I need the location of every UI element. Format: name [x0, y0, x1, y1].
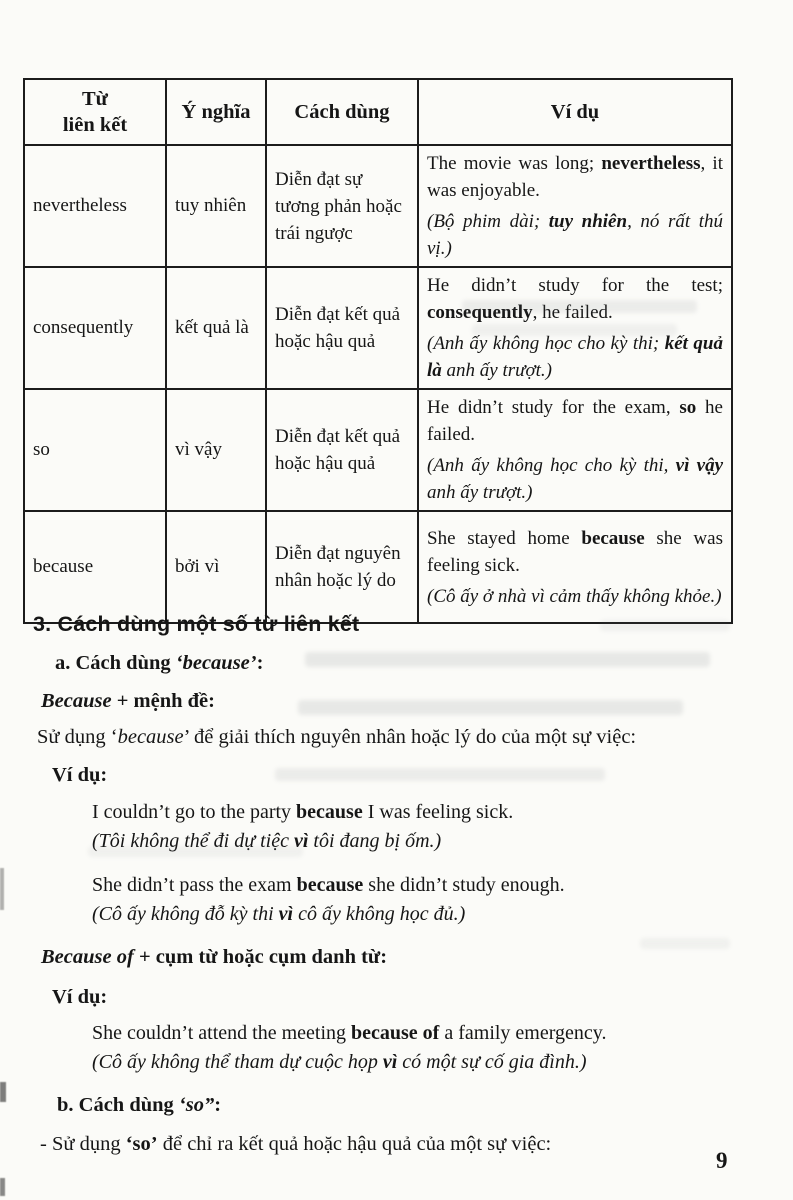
cell-word: because [24, 511, 166, 623]
cell-example [418, 145, 732, 267]
example-sentence-en: She didn’t pass the exam because she didn’t study enough. [92, 874, 565, 896]
cell-usage: Diễn đạt kết quả hoặc hậu quả [266, 267, 418, 389]
table-row [24, 389, 732, 511]
table-header-row [24, 79, 732, 145]
header-usage: Cách dùng [266, 79, 418, 145]
example-english: He didn’t study for the exam, so he failed. [427, 397, 723, 445]
scan-artifact [305, 652, 710, 667]
example-english: The movie was long; nevertheless, it was enjoyable. [427, 153, 723, 201]
formula-because-of: Because of + cụm từ hoặc cụm danh từ: [41, 946, 388, 968]
scan-artifact [0, 1178, 5, 1196]
cell-example [418, 389, 732, 511]
subheading-so: b. Cách dùng ‘so”: [57, 1094, 222, 1116]
scan-artifact [0, 1082, 6, 1102]
cell-word: nevertheless [24, 145, 166, 267]
formula-because: Because + mệnh đề: [41, 690, 215, 712]
scan-artifact [275, 768, 605, 781]
table-row [24, 145, 732, 267]
example-sentence-en: She couldn’t attend the meeting because of a family emergency. [92, 1022, 607, 1044]
cell-usage: Diễn đạt nguyên nhân hoặc lý do [266, 511, 418, 623]
example-english: She stayed home because she was feeling sick. [427, 527, 723, 576]
cell-word: consequently [24, 267, 166, 389]
table-row [24, 511, 732, 623]
header-linking-word-line2: liên kết [62, 114, 128, 136]
example-vietnamese: (Bộ phim dài; tuy nhiên, nó rất thú vị.) [427, 211, 723, 259]
example-label: Ví dụ: [52, 986, 108, 1008]
linking-words-table [23, 78, 733, 624]
description-so: - Sử dụng ‘so’ để chỉ ra kết quả hoặc hậu quả của một sự việc: [40, 1133, 552, 1155]
cell-usage: Diễn đạt sự tương phản hoặc trái ngược [266, 145, 418, 267]
cell-word: so [24, 389, 166, 511]
cell-meaning: vì vậy [166, 389, 266, 511]
scan-artifact [0, 868, 4, 910]
example-label: Ví dụ: [52, 764, 108, 786]
cell-example [418, 511, 732, 623]
section-heading: 3. Cách dùng một số từ liên kết [33, 612, 360, 636]
example-vietnamese: (Anh ấy không học cho kỳ thi, vì vậy anh ấy trượt.) [427, 455, 724, 503]
cell-meaning: kết quả là [166, 267, 266, 389]
scan-artifact [298, 700, 683, 715]
header-linking-word [24, 79, 166, 145]
page-number: 9 [716, 1148, 728, 1173]
cell-example [418, 267, 732, 389]
cell-meaning: tuy nhiên [166, 145, 266, 267]
header-linking-word-line1: Từ [82, 88, 108, 110]
header-example: Ví dụ [418, 79, 732, 145]
example-vietnamese: (Cô ấy ở nhà vì cảm thấy không khỏe.) [427, 585, 722, 607]
cell-usage: Diễn đạt kết quả hoặc hậu quả [266, 389, 418, 511]
example-sentence-en: I couldn’t go to the party because I was feeling sick. [92, 801, 514, 823]
header-meaning: Ý nghĩa [166, 79, 266, 145]
example-sentence-vi: (Cô ấy không thể tham dự cuộc họp vì có một sự cố gia đình.) [92, 1051, 587, 1073]
scan-artifact [640, 938, 730, 949]
example-english: He didn’t study for the test; consequently, he failed. [427, 275, 723, 323]
example-vietnamese: (Anh ấy không học cho kỳ thi; kết quả là anh ấy trượt.) [427, 333, 724, 381]
example-sentence-vi: (Tôi không thể đi dự tiệc vì tôi đang bị ốm.) [92, 830, 442, 852]
table-row [24, 267, 732, 389]
subheading-because: a. Cách dùng ‘because’: [55, 652, 264, 674]
cell-meaning: bởi vì [166, 511, 266, 623]
example-sentence-vi: (Cô ấy không đỗ kỳ thi vì cô ấy không học đủ.) [92, 903, 466, 925]
description-because: Sử dụng ‘because’ để giải thích nguyên nhân hoặc lý do của một sự việc: [37, 726, 637, 748]
